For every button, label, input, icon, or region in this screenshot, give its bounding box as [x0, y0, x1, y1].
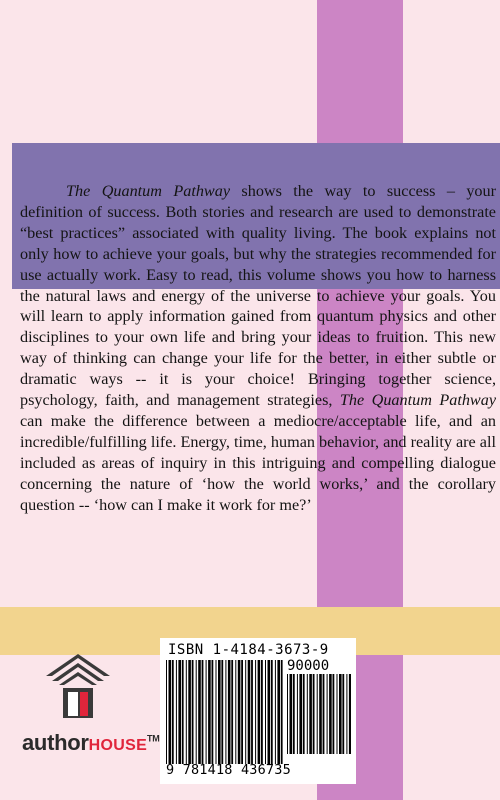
barcode-stripe	[231, 660, 233, 764]
barcode-stripe	[265, 660, 266, 764]
barcode-stripe	[349, 674, 351, 754]
ean-barcode	[166, 660, 284, 764]
isbn-text: ISBN 1-4184-3673-9	[168, 642, 329, 658]
barcode-stripe	[309, 674, 312, 754]
barcode-stripe	[225, 660, 226, 764]
trademark-mark: TM	[147, 733, 160, 744]
price-code-text: 90000	[287, 658, 330, 674]
barcode-stripe	[339, 674, 342, 754]
barcode-stripe	[327, 674, 328, 754]
barcode-stripe	[186, 660, 187, 764]
barcode-stripe	[216, 660, 217, 764]
barcode-stripe	[268, 660, 271, 764]
barcode-stripe	[261, 660, 263, 764]
barcode-stripe	[275, 660, 276, 764]
barcode-stripe	[245, 660, 246, 764]
back-cover-blurb	[20, 181, 496, 516]
barcode-stripe	[287, 674, 288, 754]
barcode-stripe	[297, 674, 298, 754]
barcode-stripe	[248, 660, 251, 764]
barcode-stripe	[313, 674, 315, 754]
barcode-stripe	[317, 674, 318, 754]
publisher-name-part1: author	[22, 730, 89, 755]
barcode-stripe	[251, 660, 253, 764]
ean-number-text: 9 781418 436735	[166, 762, 291, 778]
barcode-stripe	[277, 660, 280, 764]
barcode-stripe	[218, 660, 221, 764]
blurb-paragraph	[20, 181, 496, 516]
barcode-stripe	[342, 674, 344, 754]
barcode-stripe	[337, 674, 338, 754]
barcode-stripe	[206, 660, 207, 764]
barcode-stripe	[303, 674, 305, 754]
barcode-stripe	[228, 660, 231, 764]
barcode-stripe	[208, 660, 211, 764]
barcode-stripe	[290, 674, 293, 754]
blurb-text-part1: shows the way to success – your definition of success. Both stories and research are used to demonstrate “best practices” associated with quality living. The book explains not only how to achieve your goals, but why the strategies recommended for use actually work. Easy to read, this volume shows you how to harness the natural laws and energy of the universe to achieve your goals. You will learn to apply information gained from quantum physics and other disciplines to your own life and bring your ideas to fruition. This new way of thinking can change your life for the better, in either subtle or dramatic ways -- it is your choice! Bringing together science, psychology, faith, and management strategies,	[20, 182, 497, 410]
barcode-stripe	[333, 674, 335, 754]
barcode-stripe	[255, 660, 256, 764]
blurb-text-part2: can make the difference between a mediocre/acceptable life, and an incredible/fulfilling life. Energy, time, human behavior, and reality are all included as areas of inquiry in this intriguing and compelling dialogue concerning the nature of ‘how the world works,’ and the corollary question -- ‘how can I make it work for me?’	[20, 411, 496, 514]
barcode-stripe	[241, 660, 243, 764]
barcode-stripe	[271, 660, 273, 764]
barcode-stripe	[192, 660, 194, 764]
barcode-stripe	[299, 674, 302, 754]
barcode-stripe	[346, 674, 347, 754]
barcode-stripe	[198, 660, 201, 764]
barcode-stripe	[281, 660, 283, 764]
barcode-stripe	[176, 660, 177, 764]
barcode-stripe	[166, 660, 167, 764]
barcode-stripe	[235, 660, 236, 764]
barcode-stripe	[238, 660, 241, 764]
barcode-stripe	[178, 660, 181, 764]
barcode-stripe	[293, 674, 295, 754]
barcode-stripe	[329, 674, 332, 754]
price-barcode	[287, 674, 351, 754]
barcode-stripe	[172, 660, 174, 764]
barcode-stripe	[169, 660, 172, 764]
barcode-stripe	[307, 674, 308, 754]
barcode-stripe	[188, 660, 191, 764]
book-title-italic: The Quantum Pathway	[66, 182, 231, 200]
barcode-stripe	[182, 660, 184, 764]
publisher-wordmark	[22, 730, 159, 756]
publisher-name-part2: HOUSE	[88, 737, 148, 754]
barcode-stripe	[196, 660, 197, 764]
barcode-stripe	[202, 660, 204, 764]
barcode-stripe	[258, 660, 261, 764]
barcode-stripe	[323, 674, 325, 754]
book-title-italic-2: The Quantum Pathway	[339, 391, 497, 410]
house-with-book-icon	[42, 650, 114, 722]
barcode-stripe	[319, 674, 322, 754]
barcode-stripe	[212, 660, 214, 764]
barcode-stripe	[221, 660, 223, 764]
